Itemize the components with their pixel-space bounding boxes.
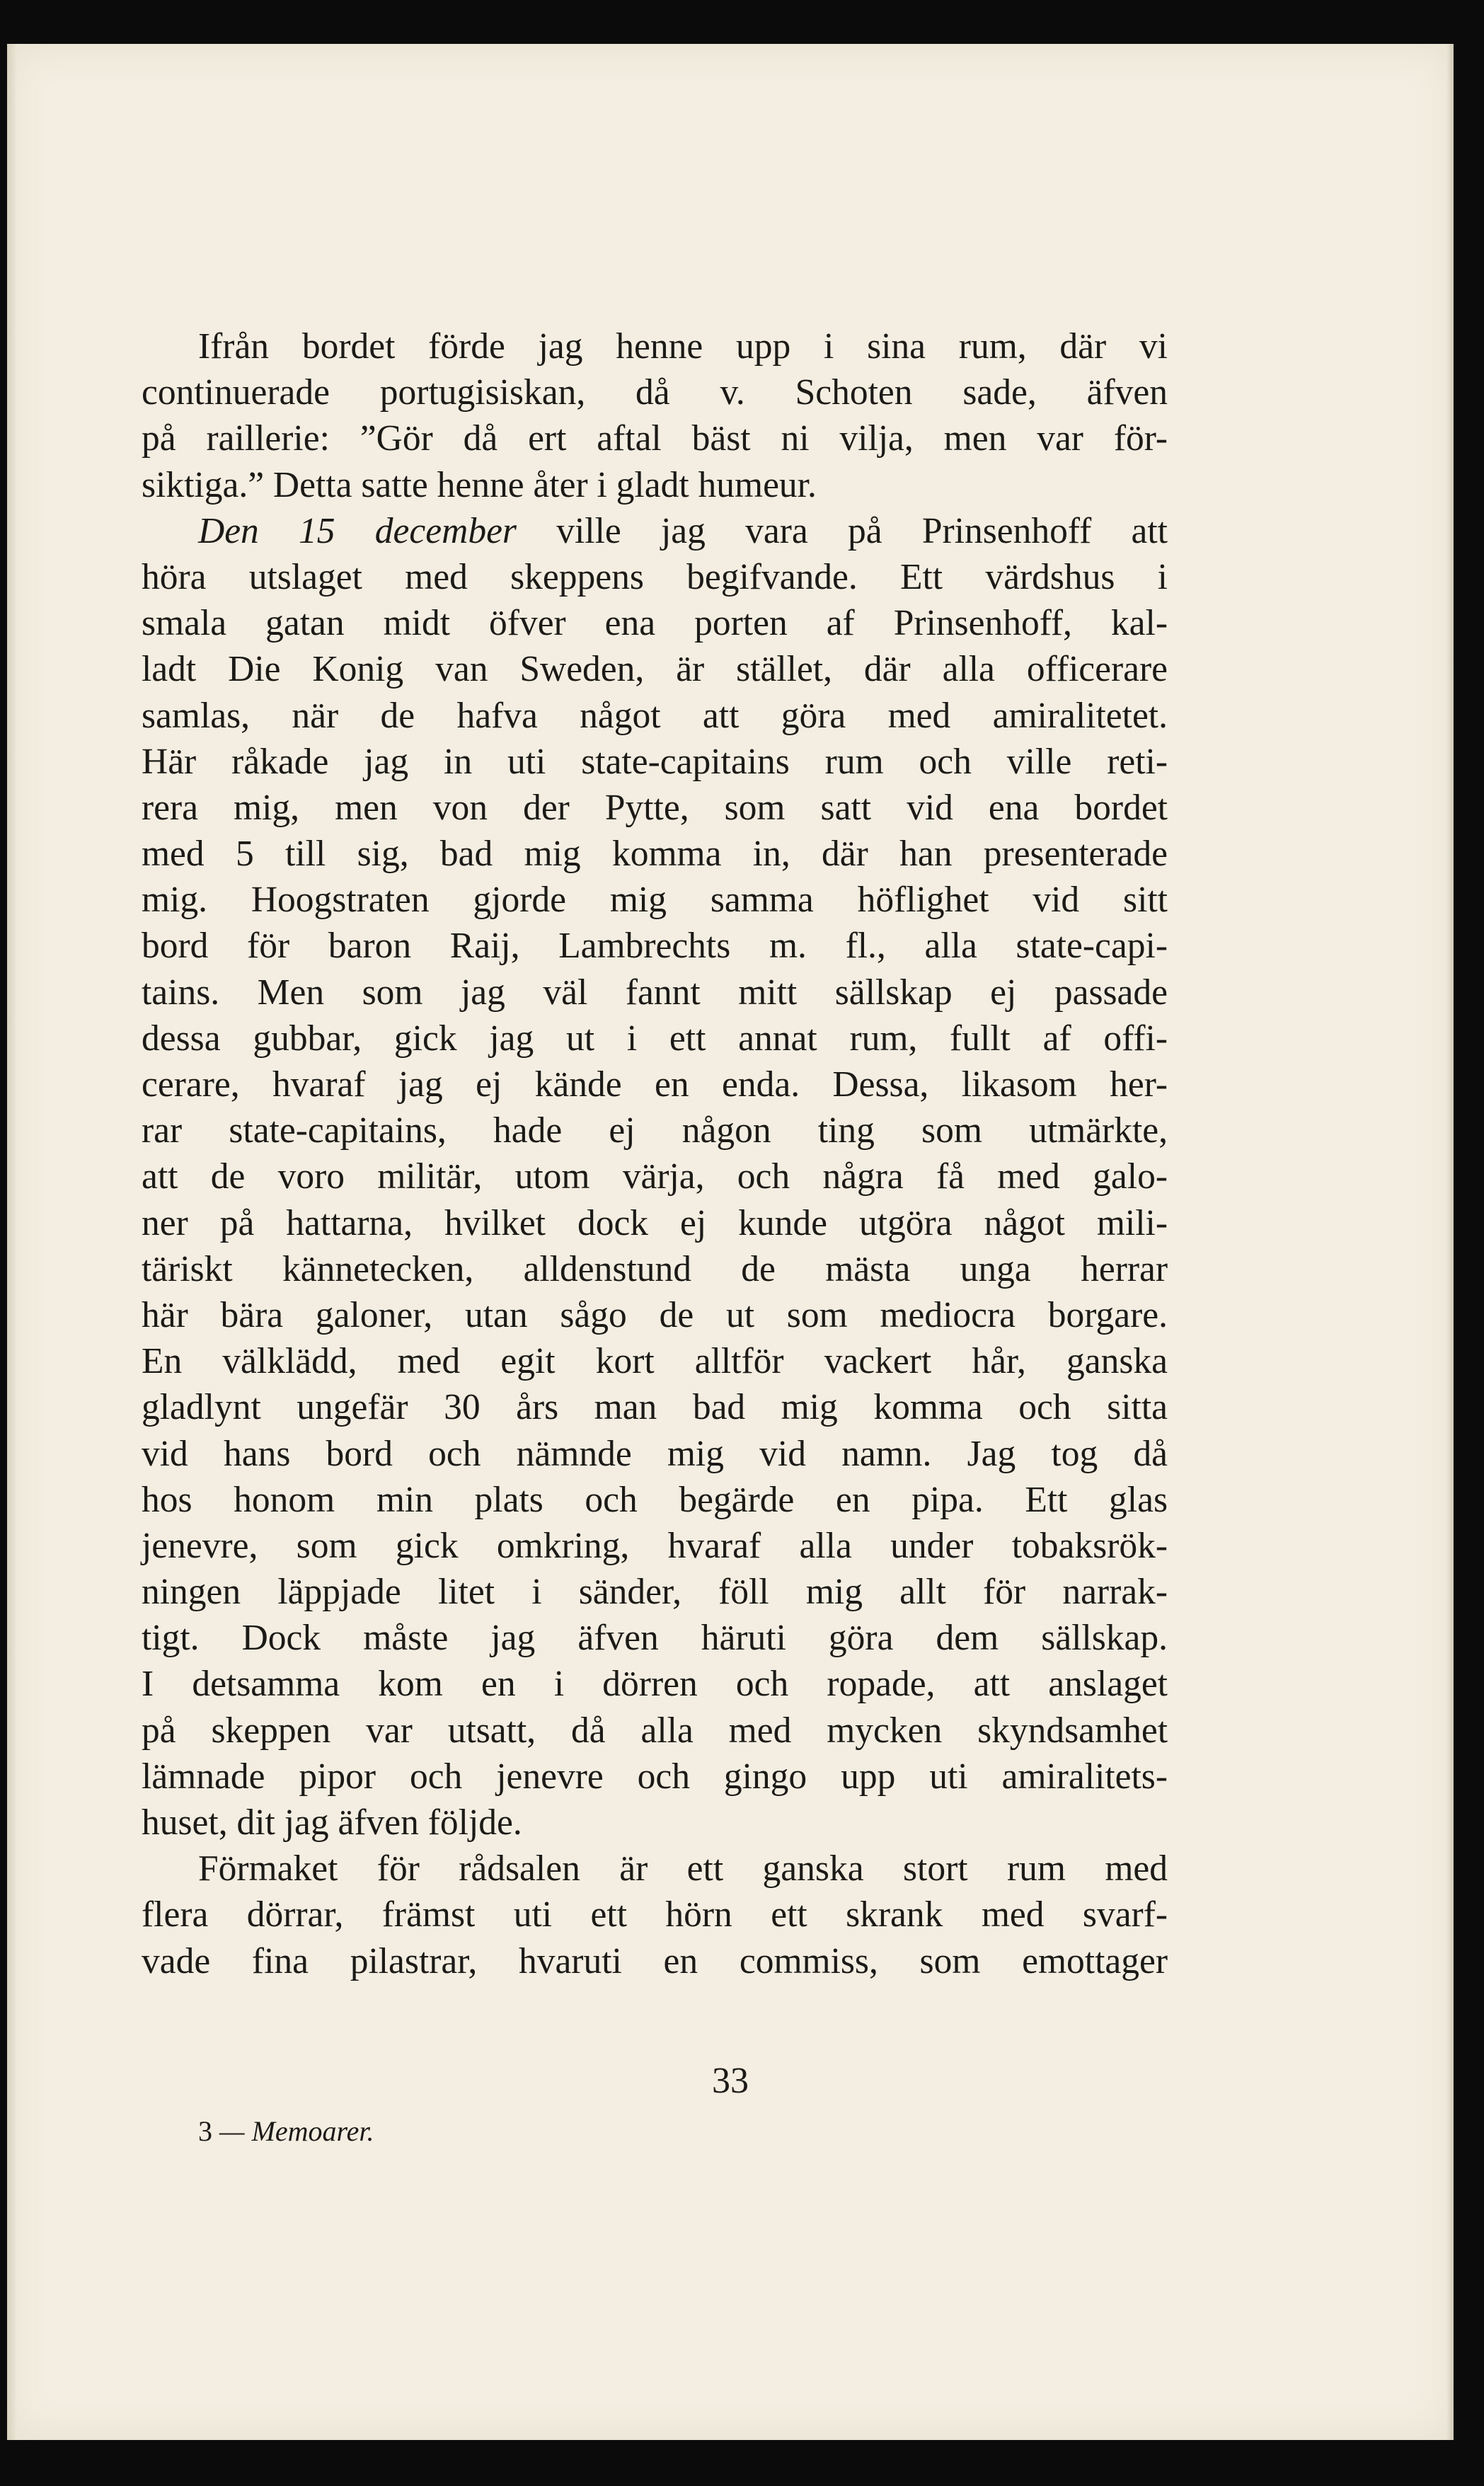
text-line [142, 600, 1168, 646]
text-line [142, 1384, 1168, 1430]
text-line [142, 1892, 1168, 1938]
text-line [142, 1477, 1168, 1523]
text-line [142, 1615, 1168, 1661]
line-text: höra utslaget med skeppens begifvande. Ett värdshus i [142, 556, 1168, 597]
text-line [142, 1246, 1168, 1292]
line-text: siktiga.” Detta satte henne åter i gladt humeur. [142, 464, 817, 505]
line-text: I detsamma kom en i dörren och ropade, att anslaget [142, 1664, 1168, 1705]
body-text [142, 323, 1168, 1984]
text-line [142, 693, 1168, 739]
page-number: 33 [712, 2061, 749, 2101]
line-text: täriskt kännetecken, alldenstund de mästa unga herrar [142, 1248, 1168, 1289]
text-line [142, 877, 1168, 923]
line-text: hos honom min plats och begärde en pipa. Ett glas [142, 1479, 1168, 1520]
line-text: Ifrån bordet förde jag henne upp i sina rum, där vi [198, 326, 1168, 367]
line-text: på raillerie: ”Gör då ert aftal bäst ni vilja, men var för- [142, 418, 1168, 459]
text-line [142, 1800, 1168, 1846]
text-line [142, 415, 1168, 461]
text-line [142, 1431, 1168, 1477]
text-line [142, 369, 1168, 415]
text-line [142, 739, 1168, 785]
text-line [142, 554, 1168, 600]
book-page [7, 44, 1454, 2440]
text-line [142, 785, 1168, 831]
text-line [142, 1338, 1168, 1384]
line-text: samlas, när de hafva något att göra med amiralitetet. [142, 695, 1168, 736]
text-line [142, 969, 1168, 1015]
text-line [142, 1569, 1168, 1615]
line-text: ningen läppjade litet i sänder, föll mig allt för narrak- [142, 1572, 1168, 1613]
italic-date: Den 15 december [198, 510, 517, 551]
line-text: Förmaket för rådsalen är ett ganska stort rum med [198, 1848, 1168, 1889]
line-text: på skeppen var utsatt, då alla med mycken skyndsamhet [142, 1710, 1168, 1751]
line-text: lämnade pipor och jenevre och gingo upp uti amiralitets- [142, 1756, 1168, 1797]
text-line [142, 1523, 1168, 1569]
line-text: jenevre, som gick omkring, hvaraf alla under tobaksrök- [142, 1525, 1168, 1566]
signature-title: Memoarer. [251, 2115, 374, 2147]
text-line [142, 323, 1168, 369]
line-text: med 5 till sig, bad mig komma in, där han presenterade [142, 834, 1168, 875]
line-text: dessa gubbar, gick jag ut i ett annat rum, fullt af offi- [142, 1018, 1168, 1059]
text-line [142, 646, 1168, 692]
line-text: rar state-capitains, hade ej någon ting som utmärkte, [142, 1110, 1168, 1151]
line-text: tains. Men som jag väl fannt mitt sällskap ej passade [142, 972, 1168, 1013]
text-line [142, 923, 1168, 969]
line-text: gladlynt ungefär 30 års man bad mig komma och sitta [142, 1387, 1168, 1428]
line-text: ladt Die Konig van Sweden, är stället, där alla officerare [142, 649, 1168, 690]
line-text: Här råkade jag in uti state-capitains rum och ville reti- [142, 741, 1168, 782]
line-text: rera mig, men von der Pytte, som satt vid ena bordet [142, 787, 1168, 828]
line-text: här bära galoner, utan sågo de ut som mediocra borgare. [142, 1294, 1168, 1335]
text-line [142, 1107, 1168, 1153]
text-line [142, 1200, 1168, 1246]
line-text: bord för baron Raij, Lambrechts m. fl., alla state-capi- [142, 926, 1168, 967]
text-line [142, 1846, 1168, 1892]
line-text: mig. Hoogstraten gjorde mig samma höflighet vid sitt [142, 880, 1168, 921]
text-line [142, 1661, 1168, 1707]
line-text: ville jag vara på Prinsenhoff att [516, 510, 1168, 551]
text-line [142, 1015, 1168, 1061]
text-line [142, 831, 1168, 877]
line-text: att de voro militär, utom värja, och några få med galo- [142, 1156, 1168, 1197]
line-text: En välklädd, med egit kort alltför vackert hår, ganska [142, 1341, 1168, 1382]
text-line [142, 1292, 1168, 1338]
text-line [142, 1153, 1168, 1199]
text-line [142, 1061, 1168, 1107]
line-text: cerare, hvaraf jag ej kände en enda. Dessa, likasom her- [142, 1064, 1168, 1105]
text-line [142, 1938, 1168, 1984]
signature-dash: — [219, 2115, 245, 2147]
line-text: flera dörrar, främst uti ett hörn ett skrank med svarf- [142, 1894, 1168, 1935]
line-text: vade fina pilastrar, hvaruti en commiss, som emottager [142, 1940, 1168, 1981]
line-text: huset, dit jag äfven följde. [142, 1802, 522, 1843]
line-text: tigt. Dock måste jag äfven häruti göra dem sällskap. [142, 1618, 1168, 1659]
line-text: continuerade portugisiskan, då v. Schoten sade, äfven [142, 372, 1168, 413]
signature-mark [198, 2114, 374, 2149]
line-text: vid hans bord och nämnde mig vid namn. Jag tog då [142, 1433, 1168, 1474]
line-text: smala gatan midt öfver ena porten af Prinsenhoff, kal- [142, 603, 1168, 644]
text-line [142, 1754, 1168, 1800]
text-line [142, 1708, 1168, 1754]
text-line [142, 508, 1168, 554]
text-line [142, 462, 1168, 508]
signature-number: 3 [198, 2115, 212, 2147]
line-text: ner på hattarna, hvilket dock ej kunde utgöra något mili- [142, 1202, 1168, 1243]
